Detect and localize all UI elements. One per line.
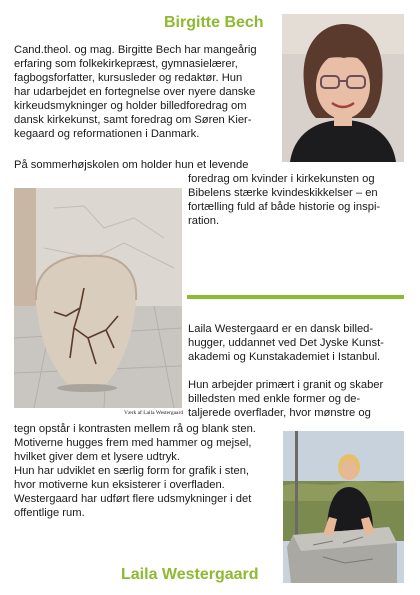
birgitte-bio-paragraph-2-first-line: På sommerhøjskolen om holder hun et levende bbox=[14, 159, 249, 171]
laila-bio-paragraph-1 bbox=[188, 322, 408, 364]
bio-line: hvilket giver dem et lysere udtryk. bbox=[14, 451, 181, 463]
bio-line: kegaard og reformationen i Danmark. bbox=[14, 128, 200, 140]
bio-line: Motiverne hugges frem med hammer og mejsel, bbox=[14, 437, 252, 449]
bio-line: har udarbejdet en fortegnelse over nyere danske bbox=[14, 86, 256, 98]
bio-line: dansk kirkekunst, samt foredrag om Søren Kier- bbox=[14, 114, 252, 126]
laila-bio-paragraph-2-continued bbox=[14, 422, 286, 520]
bio-line: Laila Westergaard er en dansk billed- bbox=[188, 323, 374, 335]
bio-line: Cand.theol. og mag. Birgitte Bech har mangeårig bbox=[14, 44, 257, 56]
birgitte-bio-paragraph-1 bbox=[14, 43, 284, 141]
bio-line: foredrag om kvinder i kirkekunsten og bbox=[188, 173, 375, 185]
laila-westergaard-photo bbox=[283, 431, 404, 583]
bio-line: hvor motiverne kun eksisterer i overfladen. bbox=[14, 479, 225, 491]
sculpture-photo-caption: Værk af Laila Westergaard bbox=[124, 410, 184, 416]
bio-line: fortælling fuld af både historie og inspi- bbox=[188, 201, 381, 213]
bio-line: taljerede overflader, hvor mønstre og bbox=[188, 407, 371, 419]
bio-line: billedsten med enkle former og de- bbox=[188, 393, 361, 405]
bio-line: kirkeudsmykninger og holder billedforedrag om bbox=[14, 100, 247, 112]
bio-line: Bibelens stærke kvindeskikkelser – en bbox=[188, 187, 378, 199]
bio-line: offentlige rum. bbox=[14, 507, 85, 519]
bio-line: erfaring som folkekirkepræst, gymnasielærer, bbox=[14, 58, 238, 70]
bio-line: akademi og Kunstakademiet i Istanbul. bbox=[188, 351, 381, 363]
laila-westergaard-name: Laila Westergaard bbox=[121, 566, 259, 583]
birgitte-bech-name: Birgitte Bech bbox=[164, 14, 264, 31]
bio-line: tegn opstår i kontrasten mellem rå og blank sten. bbox=[14, 423, 256, 435]
bio-line: Westergaard har udført flere udsmykninger i det bbox=[14, 493, 252, 505]
laila-bio-paragraph-2-right bbox=[188, 378, 408, 420]
birgitte-bech-portrait bbox=[282, 14, 404, 162]
bio-line: ration. bbox=[188, 215, 220, 227]
bio-line: hugger, uddannet ved Det Jyske Kunst- bbox=[188, 337, 384, 349]
birgitte-bio-paragraph-2 bbox=[188, 172, 408, 228]
bio-line: Hun arbejder primært i granit og skaber bbox=[188, 379, 384, 391]
bio-line: fagbogsforfatter, kursusleder og redaktør. Hun bbox=[14, 72, 243, 84]
section-divider bbox=[187, 295, 404, 299]
sculpture-photo bbox=[14, 188, 182, 408]
bio-line: Hun har udviklet en særlig form for grafik i sten, bbox=[14, 465, 250, 477]
